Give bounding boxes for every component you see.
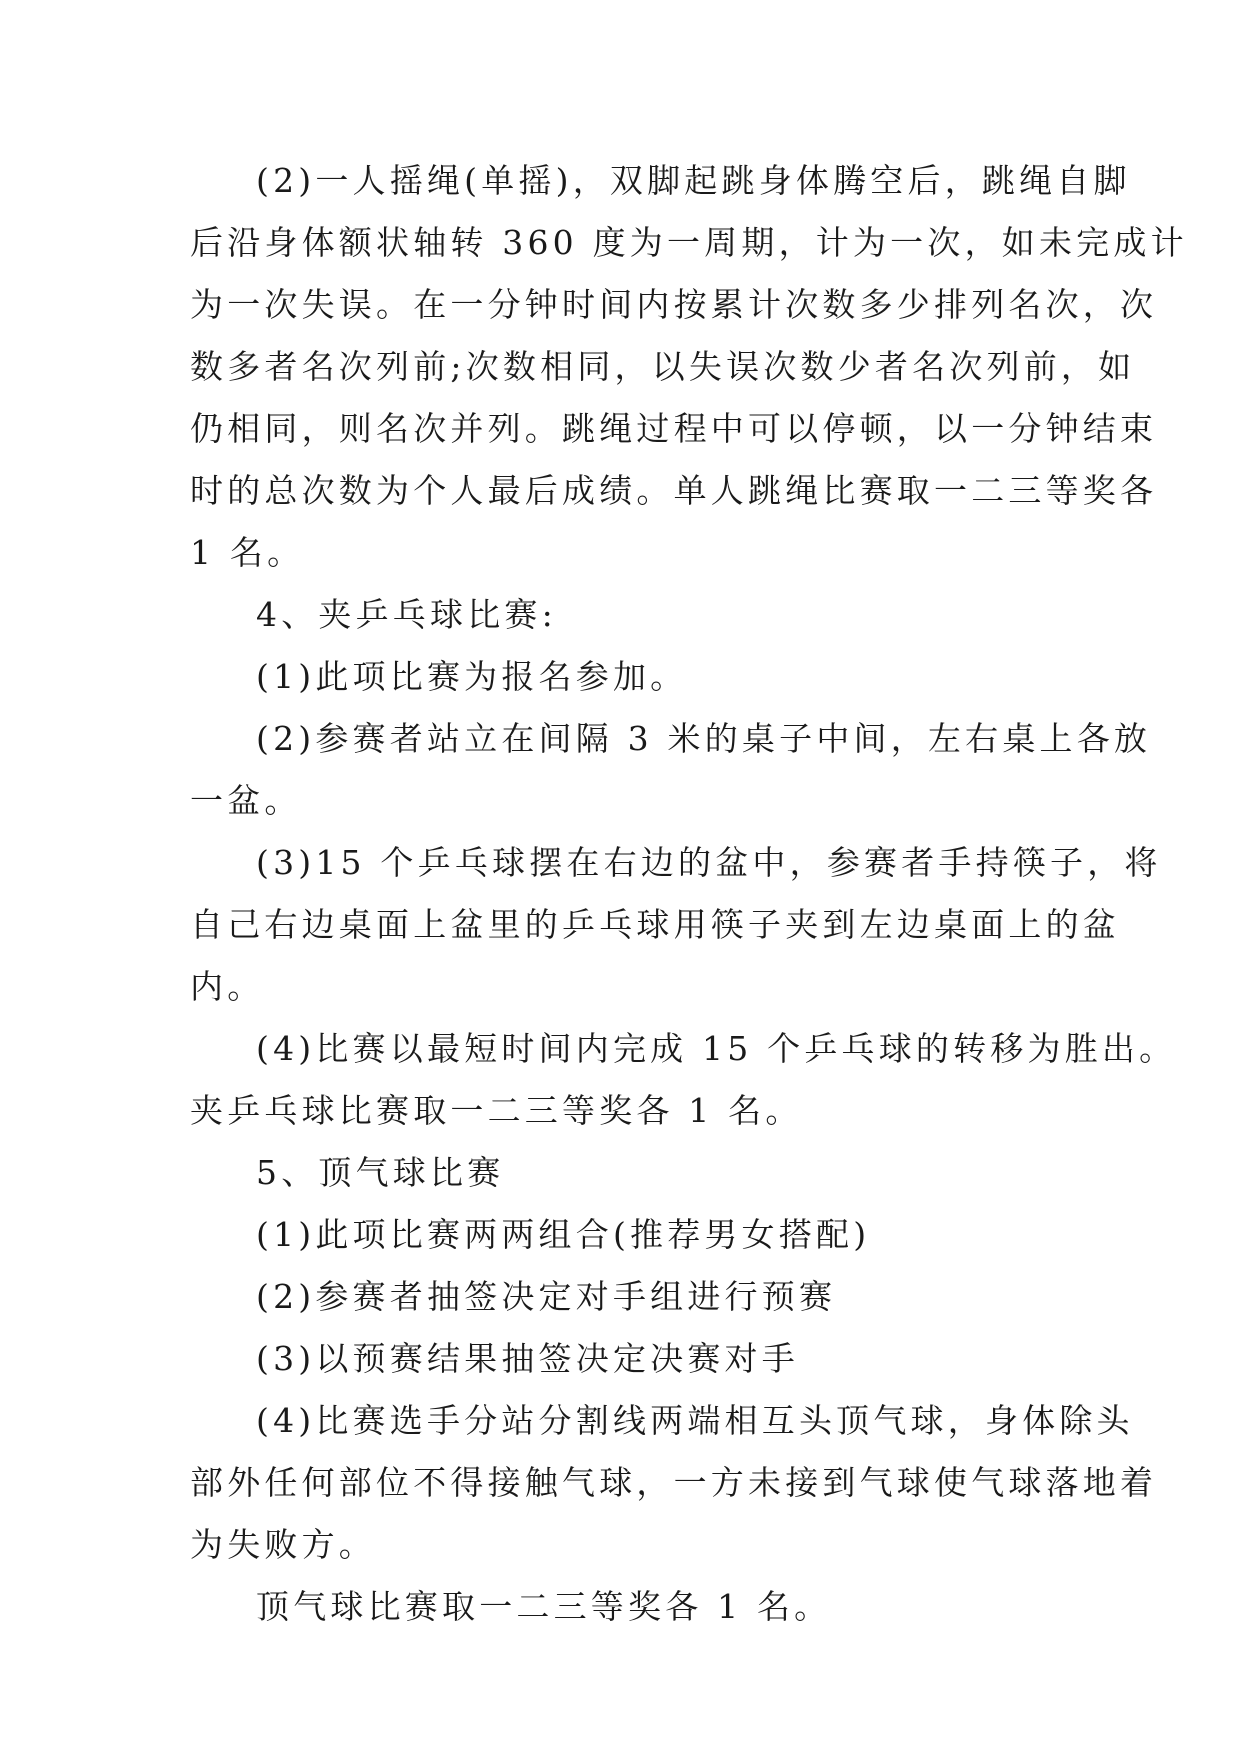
text-line: (3)15 个乒乓球摆在右边的盆中，参赛者手持筷子，将	[256, 843, 1162, 882]
document-page	[190, 150, 1188, 1638]
paragraph-balloon-rule-3	[190, 1328, 1050, 1390]
text-line: 一盆。	[190, 781, 302, 820]
paragraph-balloon-rule-2	[190, 1266, 1050, 1328]
text-line: 部外任何部位不得接触气球，一方未接到气球使气球落地着	[190, 1463, 1158, 1502]
paragraph-pingpong-heading	[190, 584, 1050, 646]
text-line: (1)此项比赛两两组合(推荐男女搭配)	[256, 1215, 871, 1254]
text-line: 仍相同，则名次并列。跳绳过程中可以停顿，以一分钟结束	[190, 409, 1158, 448]
text-line: 为一次失误。在一分钟时间内按累计次数多少排列名次，次	[190, 285, 1158, 324]
text-line: 数多者名次列前;次数相同，以失误次数少者名次列前，如	[190, 347, 1136, 386]
text-line: 为失败方。	[190, 1525, 376, 1564]
text-line: (2)参赛者站立在间隔 3 米的桌子中间，左右桌上各放	[256, 719, 1152, 758]
paragraph-pingpong-rule-3	[190, 832, 1162, 1018]
text-line: (3)以预赛结果抽签决定决赛对手	[256, 1339, 799, 1378]
paragraph-balloon-rule-1	[190, 1204, 1050, 1266]
paragraph-balloon-award	[190, 1576, 1050, 1638]
paragraph-balloon-rule-4	[190, 1390, 1158, 1576]
text-line: 时的总次数为个人最后成绩。单人跳绳比赛取一二三等奖各	[190, 471, 1158, 510]
text-line: 夹乒乓球比赛取一二三等奖各 1 名。	[190, 1091, 803, 1130]
text-line: (2)参赛者抽签决定对手组进行预赛	[256, 1277, 837, 1316]
text-line: 4、夹乒乓球比赛:	[256, 595, 557, 634]
text-line: 自己右边桌面上盆里的乒乓球用筷子夹到左边桌面上的盆	[190, 905, 1120, 944]
paragraph-pingpong-rule-2	[190, 708, 1152, 832]
text-line: 顶气球比赛取一二三等奖各 1 名。	[256, 1587, 832, 1626]
text-line: (4)比赛选手分站分割线两端相互头顶气球，身体除头	[256, 1401, 1134, 1440]
text-line: 内。	[190, 967, 265, 1006]
text-line: 1 名。	[190, 533, 305, 572]
text-line: 5、顶气球比赛	[256, 1153, 505, 1192]
text-line: (2)一人摇绳(单摇)，双脚起跳身体腾空后，跳绳自脚	[256, 161, 1131, 200]
text-line: 后沿身体额状轴转 360 度为一周期，计为一次，如未完成计	[190, 223, 1188, 262]
paragraph-balloon-heading	[190, 1142, 1050, 1204]
text-line: (4)比赛以最短时间内完成 15 个乒乓球的转移为胜出。	[256, 1029, 1177, 1068]
text-line: (1)此项比赛为报名参加。	[256, 657, 688, 696]
paragraph-pingpong-rule-4	[190, 1018, 1177, 1142]
paragraph-jump-rope-rule-2	[190, 150, 1188, 584]
paragraph-pingpong-rule-1	[190, 646, 1050, 708]
